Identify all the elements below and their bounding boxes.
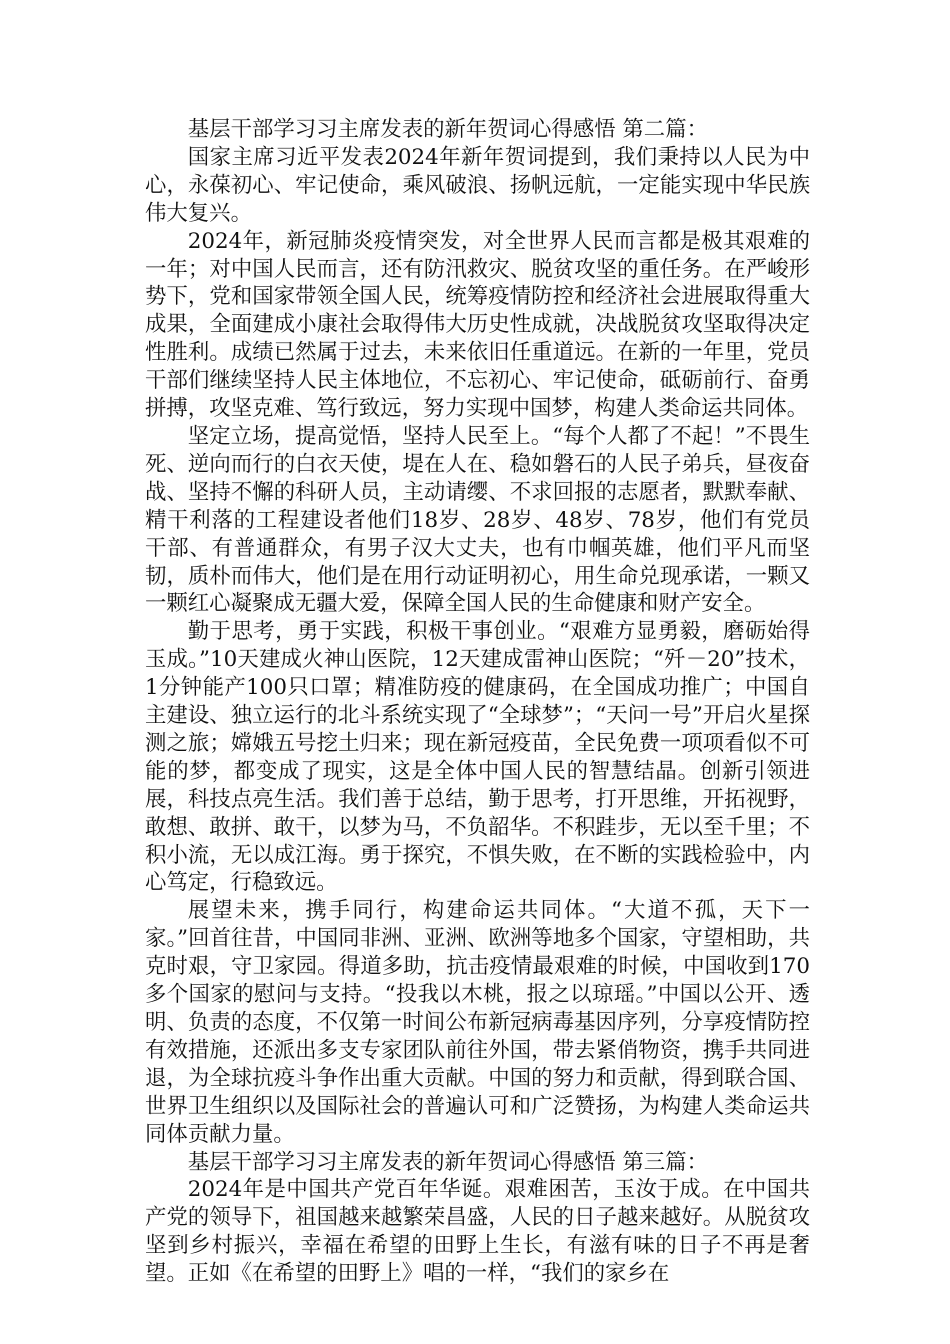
paragraph: 国家主席习近平发表2024年新年贺词提到，我们秉持以人民为中心，永葆初心、牢记使命，乘风破浪、扬帆远航，一定能实现中华民族伟大复兴。 [145,144,810,226]
paragraph: 2024年是中国共产党百年华诞。艰难困苦，玉汝于成。在中国共产党的领导下，祖国越来越繁荣昌盛，人民的日子越来越好。从脱贫攻坚到乡村振兴，幸福在希望的田野上生长，有滋有味的日子不再是奢望。正如《在希望的田野上》唱的一样，“我们的家乡在 [145,1177,810,1287]
section-heading-part-3: 基层干部学习习主席发表的新年贺词心得感悟 第三篇： [187,1149,708,1175]
document-body [145,116,810,1288]
paragraph: 坚定立场，提高觉悟，坚持人民至上。“每个人都了不起！”不畏生死、逆向而行的白衣天使，堤在人在、稳如磐石的人民子弟兵，昼夜奋战、坚持不懈的科研人员，主动请缨、不求回报的志愿者，默默奉献、精干利落的工程建设者他们18岁、28岁、48岁、78岁，他们有党员干部、有普通群众，有男子汉大丈夫，也有巾帼英雄，他们平凡而坚韧，质朴而伟大，他们是在用行动证明初心，用生命兑现承诺，一颗又一颗红心凝聚成无疆大爱，保障全国人民的生命健康和财产安全。 [145,423,810,617]
section-heading-part-2: 基层干部学习习主席发表的新年贺词心得感悟 第二篇： [187,117,708,142]
paragraph: 2024年，新冠肺炎疫情突发，对全世界人民而言都是极其艰难的一年；对中国人民而言，还有防汛救灾、脱贫攻坚的重任务。在严峻形势下，党和国家带领全国人民，统筹疫情防控和经济社会进展取得重大成果，全面建成小康社会取得伟大历史性成就，决战脱贫攻坚取得决定性胜利。成绩已然属于过去，未来依旧任重道远。在新的一年里，党员干部们继续坚持人民主体地位，不忘初心、牢记使命，砥砺前行、奋勇拼搏，攻坚克难、笃行致远，努力实现中国梦，构建人类命运共同体。 [145,228,810,422]
paragraph: 勤于思考，勇于实践，积极干事创业。“艰难方显勇毅，磨砺始得玉成。”10天建成火神山医院，12天建成雷神山医院；“歼－20”技术，1分钟能产100只口罩；精准防疫的健康码，在全国成功推广；中国自主建设、独立运行的北斗系统实现了“全球梦”；“天问一号”开启火星探测之旅；嫦娥五号挖土归来；现在新冠疫苗，全民免费一项项看似不可能的梦，都变成了现实，这是全体中国人民的智慧结晶。创新引领进展，科技点亮生活。我们善于总结，勤于思考，打开思维，开拓视野，敢想、敢拼、敢干，以梦为马，不负韶华。不积跬步，无以至千里；不积小流，无以成江海。勇于探究，不惧失败，在不断的实践检验中，内心笃定，行稳致远。 [145,619,810,896]
paragraph: 展望未来，携手同行，构建命运共同体。“大道不孤，天下一家。”回首往昔，中国同非洲、亚洲、欧洲等地多个国家，守望相助，共克时艰，守卫家园。得道多助，抗击疫情最艰难的时候，中国收到170多个国家的慰问与支持。“投我以木桃，报之以琼瑶。”中国以公开、透明、负责的态度，不仅第一时间公布新冠病毒基因序列，分享疫情防控有效措施，还派出多支专家团队前往外国，带去紧俏物资，携手共同进退，为全球抗疫斗争作出重大贡献。中国的努力和贡献，得到联合国、世界卫生组织以及国际社会的普遍认可和广泛赞扬，为构建人类命运共同体贡献力量。 [145,898,810,1147]
